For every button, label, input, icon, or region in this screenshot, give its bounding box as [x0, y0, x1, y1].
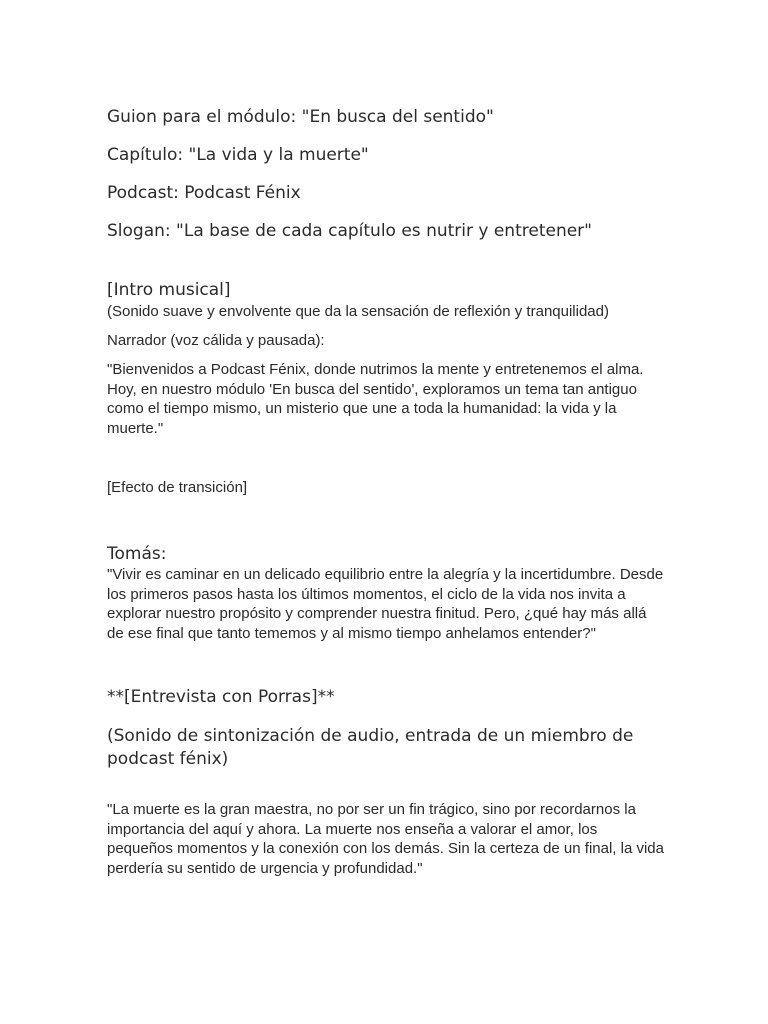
interview-quote: "La muerte es la gran maestra, no por ser un fin trágico, sino por recordarnos la importancia del aquí y ahora. La muerte nos enseña a valorar el amor, los pequeños momentos y la conexión con los demás. Sin la certeza de un final, la vida perdería su sentido de urgencia y profundidad."	[107, 801, 664, 877]
tomas-heading: Tomás:	[107, 544, 167, 564]
module-title: Guion para el módulo: "En busca del sentido"	[107, 107, 494, 127]
chapter-title: Capítulo: "La vida y la muerte"	[107, 145, 369, 165]
intro-sound-note: (Sonido suave y envolvente que da la sensación de reflexión y tranquilidad)	[107, 303, 609, 320]
interview-sound-note: (Sonido de sintonización de audio, entrada de un miembro de podcast fénix)	[107, 726, 634, 769]
intro-heading: [Intro musical]	[107, 280, 231, 300]
narrator-text: "Bienvenidos a Podcast Fénix, donde nutrimos la mente y entretenemos el alma. Hoy, en nuestro módulo 'En busca del sentido', exploramos un tema tan antiguo como el tiempo mismo, un misterio que une a toda la humanidad: la vida y la muerte."	[107, 361, 644, 437]
slogan: Slogan: "La base de cada capítulo es nutrir y entretener"	[107, 221, 592, 241]
transition-effect: [Efecto de transición]	[107, 479, 248, 496]
podcast-name: Podcast: Podcast Fénix	[107, 183, 301, 203]
tomas-text: "Vivir es caminar en un delicado equilibrio entre la alegría y la incertidumbre. Desde los primeros pasos hasta los últimos momentos, el ciclo de la vida nos invita a explorar nuestro propósito y comprender nuestra finitud. Pero, ¿qué hay más allá de ese final que tanto tememos y al mismo tiempo anhelamos entender?"	[107, 566, 664, 642]
narrator-label: Narrador (voz cálida y pausada):	[107, 332, 325, 349]
interview-heading: **[Entrevista con Porras]**	[107, 687, 335, 707]
